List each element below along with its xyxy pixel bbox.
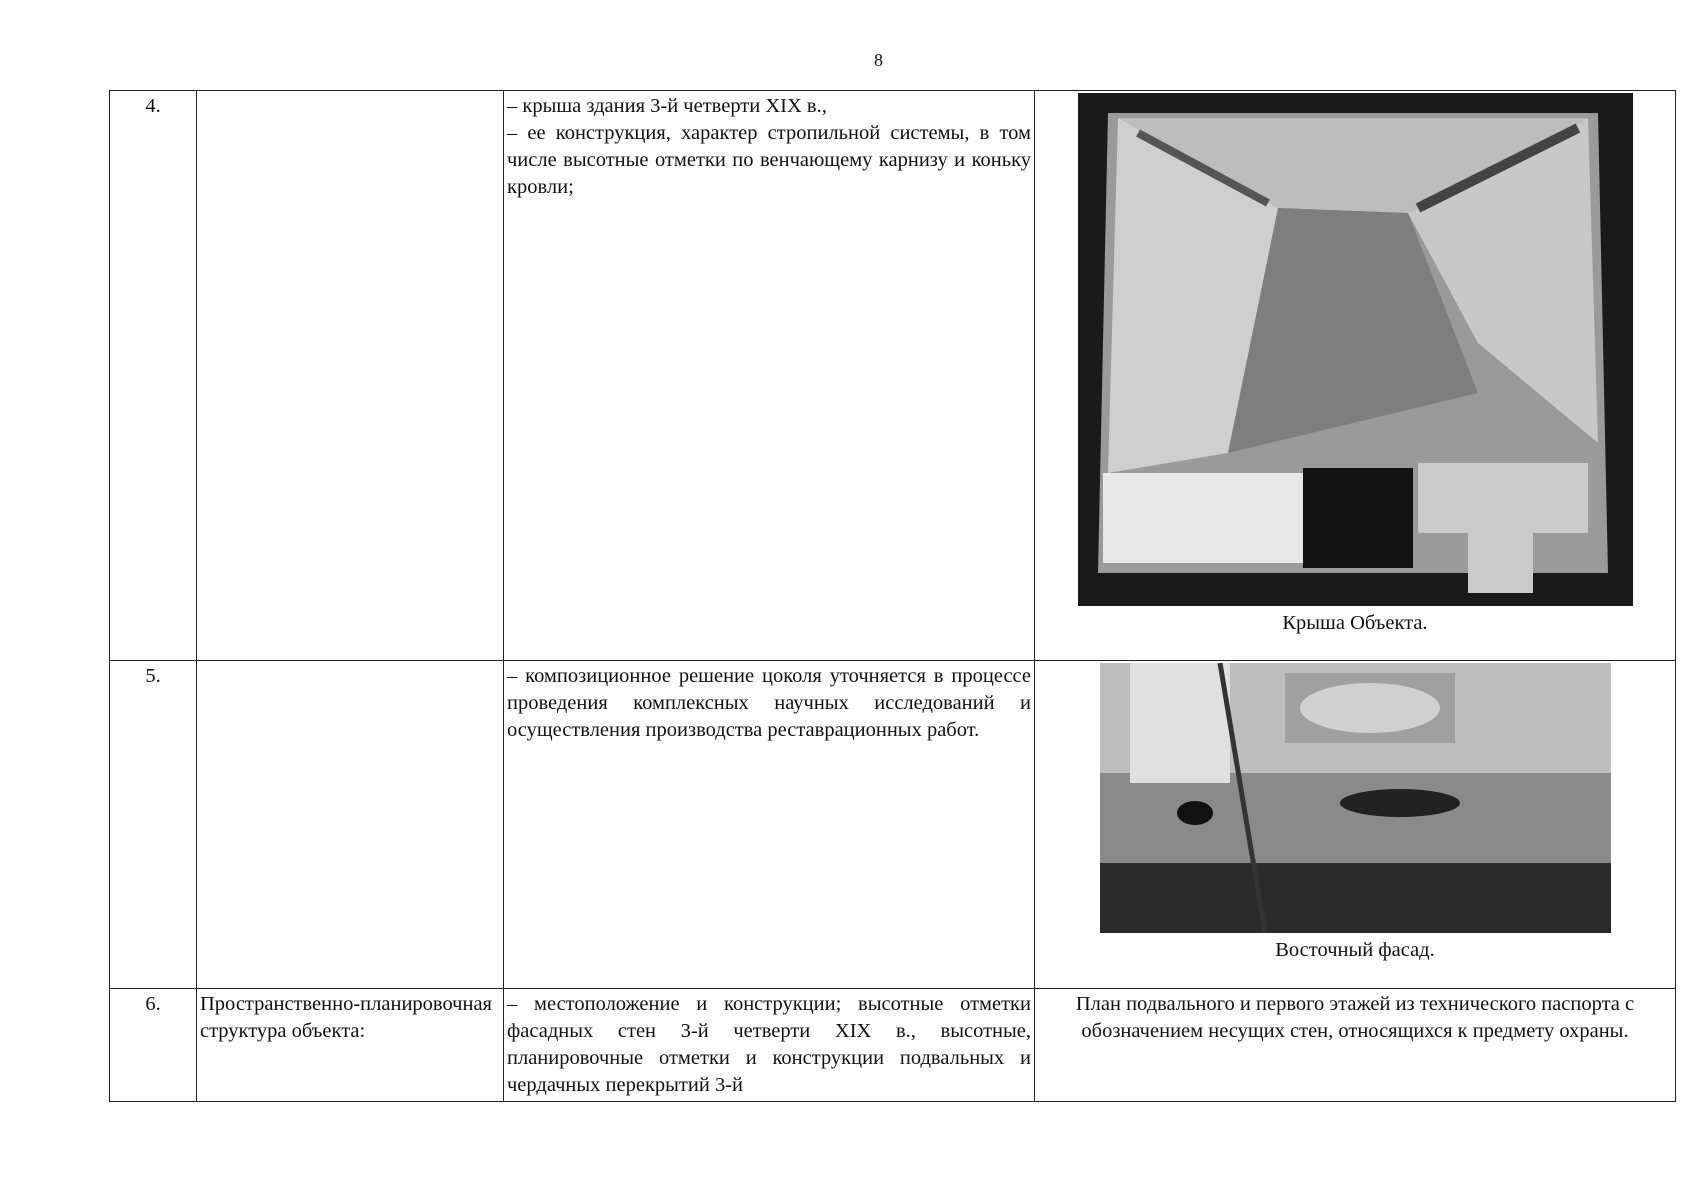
- row-image-cell: [1035, 661, 1676, 989]
- row-description: – композиционное решение цоколя уточняется в процессе проведения комплексных научных исследований и осуществления производства реставрационных работ.: [504, 661, 1035, 989]
- row-description: [504, 91, 1035, 661]
- plan-caption: План подвального и первого этажей из технического паспорта с обозначением несущих стен, относящихся к предмету охраны.: [1035, 989, 1676, 1102]
- protection-subject-table: [109, 90, 1676, 1102]
- table-row: [110, 989, 1676, 1102]
- table-row: [110, 91, 1676, 661]
- photo-caption: Восточный фасад.: [1275, 939, 1435, 961]
- row-image-cell: [1035, 91, 1676, 661]
- row-number: 4.: [110, 91, 197, 661]
- facade-photo: [1100, 663, 1611, 933]
- row-name: [197, 661, 504, 989]
- row-number: 5.: [110, 661, 197, 989]
- table-row: [110, 661, 1676, 989]
- row-name: [197, 91, 504, 661]
- row-name: Пространственно-планировочная структура объекта:: [197, 989, 504, 1102]
- desc-line: – крыша здания 3-й четверти XIX в.,: [507, 95, 827, 117]
- desc-line: – ее конструкция, характер стропильной системы, в том числе высотные отметки по венчающему карнизу и коньку кровли;: [507, 122, 1031, 198]
- page-number: 8: [874, 50, 883, 70]
- photo-caption: Крыша Объекта.: [1282, 612, 1428, 634]
- row-number: 6.: [110, 989, 197, 1102]
- row-description: – местоположение и конструкции; высотные отметки фасадных стен 3-й четверти XIX в., высотные, планировочные отметки и конструкции подвальных и чердачных перекрытий 3-й: [504, 989, 1035, 1102]
- roof-photo: [1078, 93, 1633, 606]
